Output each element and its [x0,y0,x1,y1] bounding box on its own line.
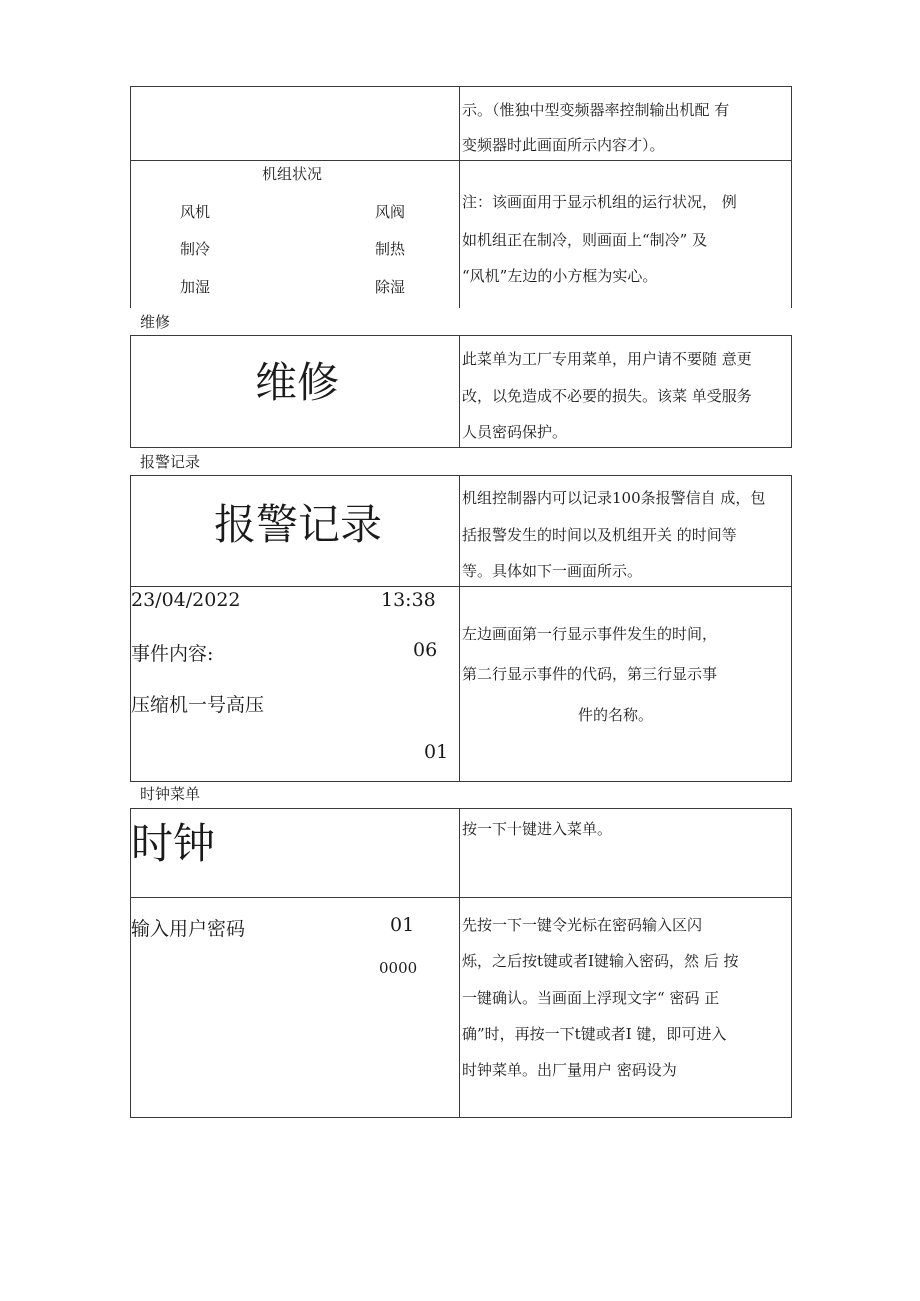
alarm-detail-note-line-3: 件的名称。 [578,706,654,724]
password-note-line-4: 确”时，再按一下t键或者I 键，即可进入 [462,1025,727,1043]
top-note-line-1: 示。（惟独中型变频器率控制输出机配 有 [462,101,730,119]
alarm-note-line-2: 括报警发生的时间以及机组开关 的时间等 [462,526,737,544]
maintenance-screen-text: 维修 [255,358,340,407]
alarm-detail-note-line-1: 左边画面第一行显示事件发生的时间， [462,625,718,643]
alarm-note-line-3: 等。具体如下一画面所示。 [462,562,643,580]
alarm-section-label: 报警记录 [140,453,201,471]
maintenance-note-line-1: 此菜单为工厂专用菜单，用户请不要随 意更 [462,350,752,368]
dehumidify-label: 除湿 [375,278,406,296]
alarm-detail-note-line-2: 第二行显示事件的代码，第三行显示事 [462,665,718,683]
alarm-note-line-1: 机组控制器内可以记录100条报警信自 成，包 [462,489,766,507]
unit-status-note-line-1: 注：该画面用于显示机组的运行状况， 例 [462,193,737,211]
alarm-time: 13:38 [381,589,436,611]
unit-status-note-line-2: 如机组正在制冷，则画面上“制冷” 及 [462,231,708,249]
top-note-line-2: 变频器时此画面所示内容才）。 [462,136,665,154]
damper-label: 风阀 [375,203,406,221]
heating-label: 制热 [375,240,406,258]
clock-note: 按一下十键进入菜单。 [462,820,613,838]
humidify-label: 加湿 [180,278,211,296]
password-value: 0000 [379,959,418,977]
maintenance-note-line-3: 人员密码保护。 [462,423,568,441]
cooling-label: 制冷 [180,240,211,258]
password-index: 01 [390,914,415,936]
alarm-record-number: 01 [424,741,449,763]
maintenance-note-line-2: 改，以免造成不必要的损失。该菜 单受服务 [462,387,752,405]
password-note-line-5: 时钟菜单。出厂量用户 密码设为 [462,1061,677,1079]
alarm-screen-text: 报警记录 [214,500,383,549]
fan-label: 风机 [180,203,211,221]
password-note-line-1: 先按一下一键令光标在密码输入区闪 [462,916,703,934]
clock-screen-text: 时钟 [131,819,216,868]
alarm-date: 23/04/2022 [131,589,241,611]
alarm-event-name: 压缩机一号高压 [131,694,265,716]
password-note-line-3: 一键确认。当画面上浮现文字“ 密码 正 [462,989,720,1007]
alarm-event-code: 06 [413,639,438,661]
clock-section-label: 时钟菜单 [140,785,201,803]
password-note-line-2: 烁，之后按t键或者I键输入密码，然 后 按 [462,952,739,970]
alarm-event-label: 事件内容: [131,643,214,665]
unit-status-title: 机组状况 [262,165,323,183]
unit-status-note-line-3: “风机”左边的小方框为实心。 [462,267,658,285]
maintenance-section-label: 维修 [140,313,171,331]
password-label: 输入用户密码 [131,918,246,940]
